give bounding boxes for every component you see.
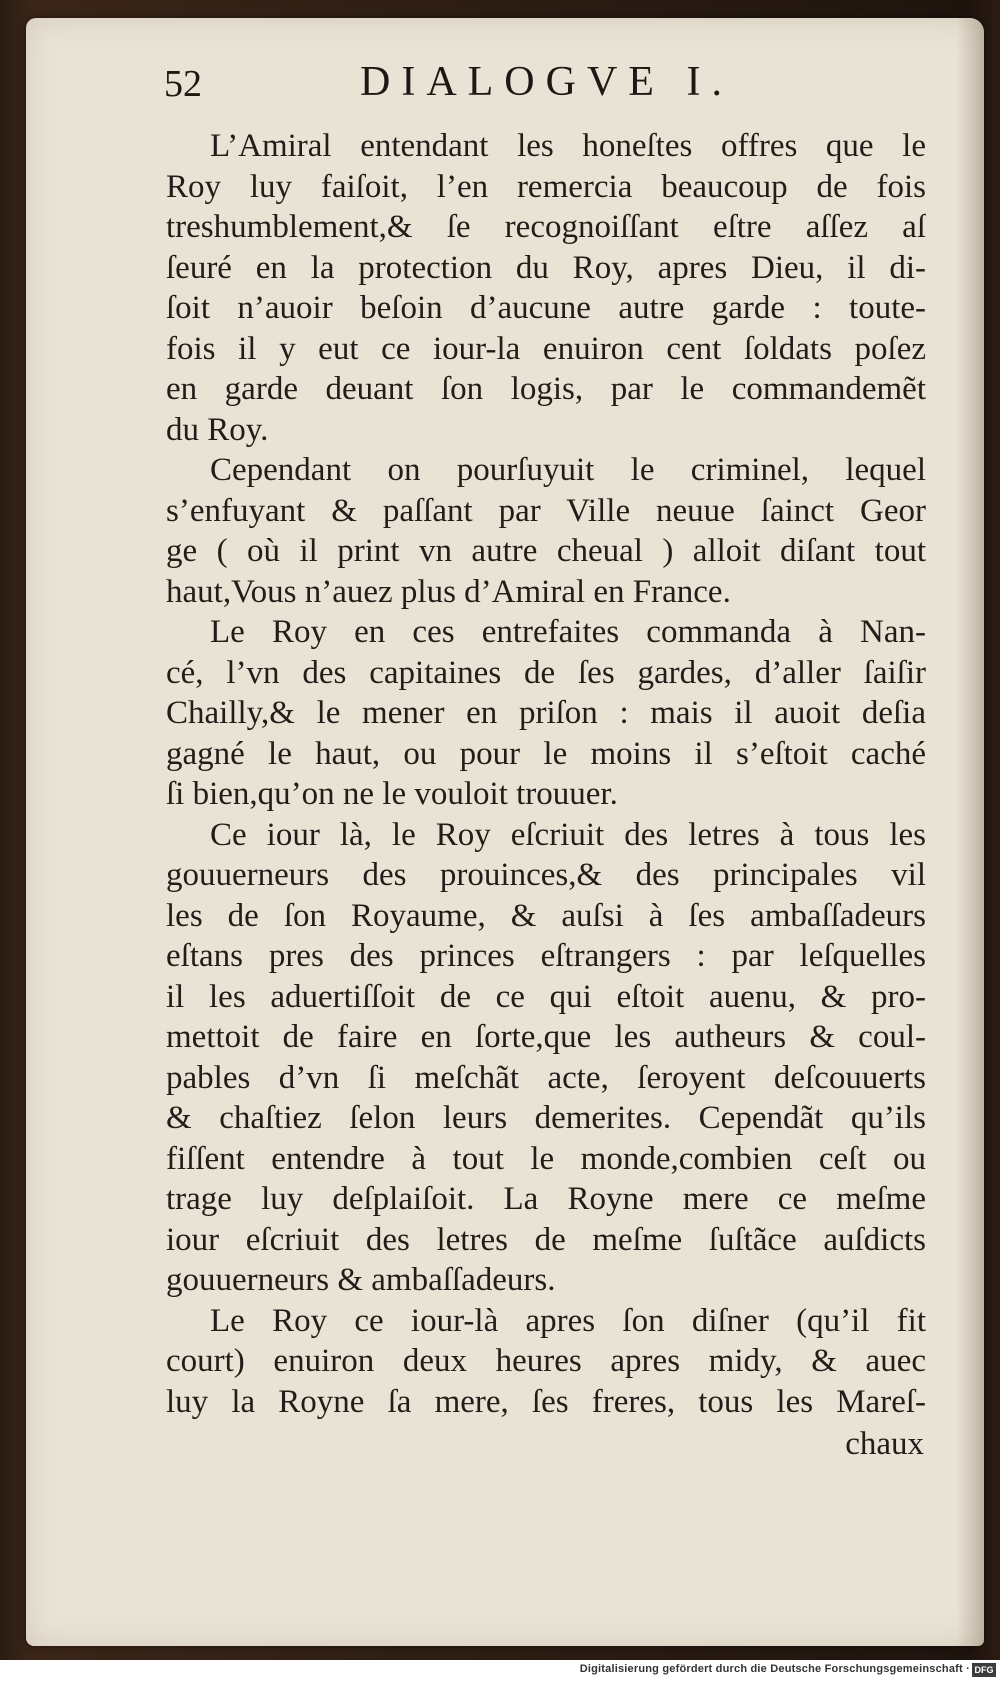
text-line: Ce iour là, le Roy eſcriuit des letres à tous les [210,816,926,853]
text-line: pables d’vn ſi meſchãt acte, ſeroyent deſcouuerts [166,1059,926,1096]
text-line: cé, l’vn des capitaines de ſes gardes, d’aller ſaiſir [166,654,926,691]
paragraph [166,1301,926,1423]
dfg-logo: DFG [972,1663,996,1677]
text-line: en garde deuant ſon logis, par le commandemẽt [166,371,926,407]
running-head: DIALOGVE I. [360,59,733,105]
text-line: les de ſon Royaume, & auſsi à ſes ambaſſadeurs [166,897,926,934]
text-line: du Roy. [166,411,269,448]
text-line: s’enfuyant & paſſant par Ville neuue ſainct Geor [166,492,926,529]
paragraph [166,126,926,450]
text-line: il les aduertiſſoit de ce qui eſtoit auenu, & pro- [166,978,926,1015]
paragraph [166,815,926,1301]
text-line: court) enuiron deux heures apres midy, & auec [166,1343,926,1379]
text-line: trage luy deſplaiſoit. La Royne mere ce meſme [166,1181,926,1217]
text-line: L’Amiral entendant les honeſtes offres que le [210,128,926,164]
body-text [166,126,926,1422]
text-line: Chailly,& le mener en priſon : mais il auoit deſia [166,695,926,731]
paragraph [166,612,926,815]
text-line: fois il y eut ce iour-la enuiron cent ſoldats poſez [166,330,926,367]
text-line: Roy luy faiſoit, l’en remercia beaucoup de fois [166,168,926,205]
text-line: ſoit n’auoir beſoin d’aucune autre garde : toute- [166,290,926,326]
text-line: iour eſcriuit des letres de meſme ſuſtãce auſdicts [166,1221,926,1258]
text-line: treshumblement,& ſe recognoiſſant eſtre aſſez aſ [166,209,926,245]
text-line: eſtans pres des princes eſtrangers : par leſquelles [166,938,926,974]
text-line: ſeuré en la protection du Roy, apres Dieu, il di- [166,249,926,286]
book-page [26,18,984,1646]
text-line: ſi bien,qu’on ne le vouloit trouuer. [166,776,618,812]
text-line: ge ( où il print vn autre cheual ) alloit diſant tout [166,533,926,569]
text-line: Cependant on pourſuyuit le criminel, lequel [210,452,926,488]
page-header [26,58,984,128]
text-line: Le Roy en ces entrefaites commanda à Nan- [210,614,926,650]
text-line: luy la Royne ſa mere, ſes freres, tous les Mareſ- [166,1383,926,1420]
text-line: haut,Vous n’auez plus d’Amiral en France. [166,573,731,610]
catchword: chaux [845,1426,924,1462]
funding-credit: Digitalisierung gefördert durch die Deutsche Forschungsgemeinschaft · [579,1663,970,1675]
paragraph [166,450,926,612]
text-line: gouuerneurs des prouinces,& des principales vil [166,857,926,893]
text-line: fiſſent entendre à tout le monde,combien ceſt ou [166,1140,926,1177]
digitization-footer [0,1660,1000,1681]
text-line: gagné le haut, ou pour le moins il s’eſtoit caché [166,735,926,772]
text-line: & chaſtiez ſelon leurs demerites. Cependãt qu’ils [166,1100,926,1136]
page-number: 52 [164,63,202,105]
text-line: mettoit de faire en ſorte,que les autheurs & coul- [166,1019,926,1055]
text-line: gouuerneurs & ambaſſadeurs. [166,1262,556,1298]
text-line: Le Roy ce iour-là apres ſon diſner (qu’il fit [210,1302,926,1339]
